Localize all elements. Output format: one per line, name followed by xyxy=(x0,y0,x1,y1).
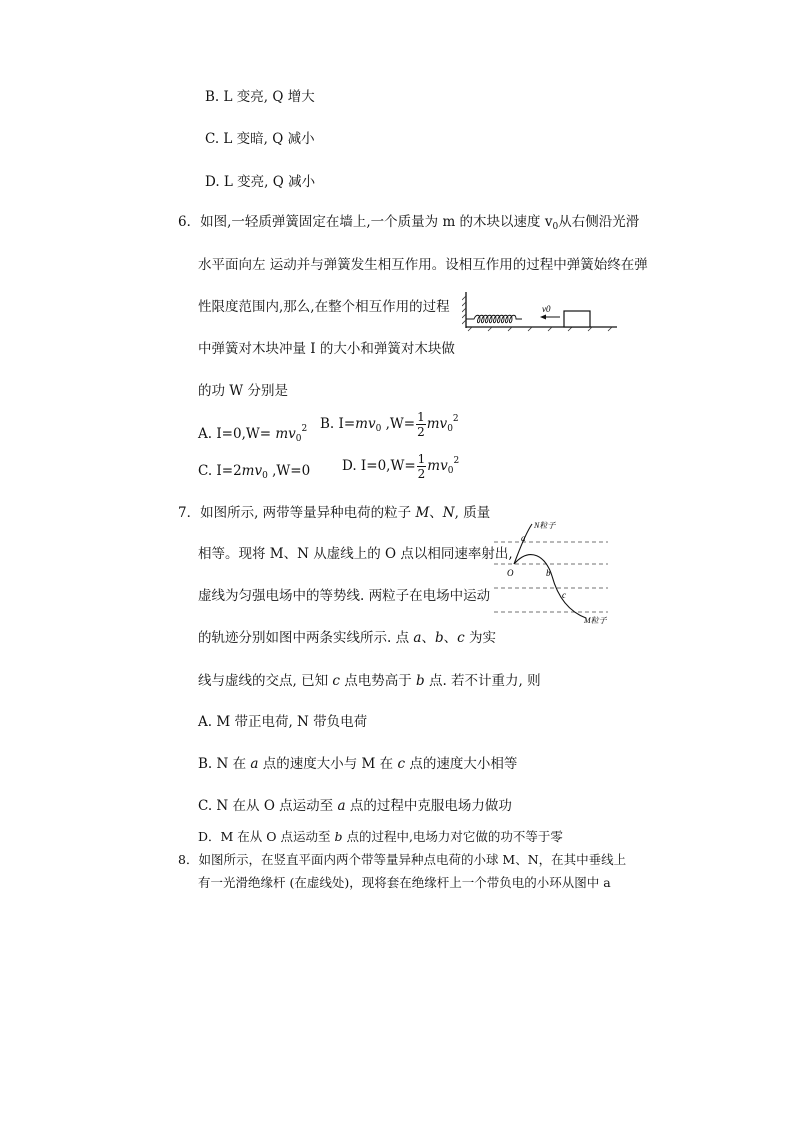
q7-option-b-2: 点的速度大小与 M 在 xyxy=(258,756,398,772)
q7-option-c xyxy=(198,797,512,815)
q7-option-c-2: 点的过程中克服电场力做功 xyxy=(345,798,512,814)
n-particle-trajectory xyxy=(514,524,532,564)
q6-option-a-text: A. I=0,W= xyxy=(198,426,276,442)
point-a-label: a xyxy=(521,533,526,543)
q6-option-c xyxy=(198,462,310,485)
q7-line1-M: M xyxy=(415,505,430,521)
q6-stem-line5: 的功 W 分别是 xyxy=(198,383,288,399)
frac-den: 2 xyxy=(417,467,426,481)
q7-line1-N: N xyxy=(442,505,455,521)
velocity-arrow-icon xyxy=(540,315,546,320)
n-particle-label: N粒子 xyxy=(534,521,556,530)
q6-option-a-sup: 2 xyxy=(301,424,308,434)
q6-option-b-sub2: 0 xyxy=(447,424,453,434)
q7-line5-b: 点电势高于 xyxy=(339,673,417,689)
q7-stem-line4 xyxy=(198,629,496,647)
q8-stem-line2: 有一光滑绝缘杆 (在虚线处)，现将套在绝缘杆上一个带负电的小环从图中 a xyxy=(198,875,611,890)
q6-option-c-mv: mv xyxy=(241,463,263,479)
q7-stem-line1 xyxy=(178,504,490,522)
q7-line4-c-point: c xyxy=(457,630,465,646)
q7-line4-sep1: 、 xyxy=(421,630,435,646)
q7-line4-a: 的轨迹分别如图中两条实线所示. 点 xyxy=(198,630,414,646)
q7-option-d-2: 点的过程中,电场力对它做的功不等于零 xyxy=(342,829,563,844)
spring-coil xyxy=(466,315,522,323)
q6-stem-line1-a: 6．如图,一轻质弹簧固定在墙上,一个质量为 m 的木块以速度 v xyxy=(178,214,553,230)
q6-stem-line3: 性限度范围内,那么,在整个相互作用的过程 xyxy=(198,299,450,315)
q6-option-a-mv: mv xyxy=(275,426,296,442)
q6-stem-line4: 中弹簧对木块冲量 I 的大小和弹簧对木块做 xyxy=(198,341,455,357)
frac-num: 1 xyxy=(417,410,425,424)
q6-v0-subscript: 0 xyxy=(552,222,559,232)
q6-option-c-sub: 0 xyxy=(262,471,268,481)
m-particle-label: M粒子 xyxy=(584,616,607,625)
q7-option-d-1: D．M 在从 O 点运动至 xyxy=(198,829,335,844)
q7-option-d-b: b xyxy=(334,829,343,844)
q6-option-b-mv: mv xyxy=(355,416,376,432)
q7-line4-b-point: b xyxy=(434,630,444,646)
q7-line4-sep2: 、 xyxy=(443,630,458,646)
q7-line1-sep: 、 xyxy=(429,505,443,521)
q6-option-a-sub: 0 xyxy=(295,434,302,444)
wood-block xyxy=(564,311,590,327)
q7-option-b-1: B. N 在 xyxy=(198,756,251,772)
q5-option-d: D. L 变亮, Q 减小 xyxy=(205,174,316,190)
q6-option-d-mv: mv xyxy=(427,458,448,474)
q7-line1-a: 7．如图所示, 两带等量异种电荷的粒子 xyxy=(178,505,416,521)
point-o-label: O xyxy=(507,568,514,578)
q7-option-d xyxy=(198,828,563,846)
q5-option-b: B. L 变亮, Q 增大 xyxy=(205,89,315,105)
frac-den: 2 xyxy=(417,425,425,439)
q6-option-d-sub: 0 xyxy=(447,466,454,476)
q6-option-d-fraction xyxy=(417,452,427,481)
q6-option-d-sup: 2 xyxy=(453,456,460,466)
point-c-label: c xyxy=(562,590,566,600)
q7-line4-b: 为实 xyxy=(464,630,496,646)
q5-option-c: C. L 变暗, Q 减小 xyxy=(205,131,315,147)
q7-line1-b: , 质量 xyxy=(454,505,491,521)
q7-line5-c-text: 点. 若不计重力, 则 xyxy=(424,673,541,689)
q6-stem-line1 xyxy=(178,213,639,236)
q7-field-trajectory-figure xyxy=(490,518,610,632)
frac-num: 1 xyxy=(417,452,426,466)
q6-option-b-mid: ,W= xyxy=(381,416,416,432)
q7-option-b-3: 点的速度大小相等 xyxy=(405,756,518,772)
q6-option-b-text: B. I= xyxy=(320,416,356,432)
q6-stem-line1-b: 从右侧沿光滑 xyxy=(558,214,640,230)
q7-option-c-a: a xyxy=(337,798,346,814)
q8-stem-line1: 8．如图所示，在竖直平面内两个带等量异种点电荷的小球 M、N，在其中垂线上 xyxy=(178,852,627,867)
q6-option-c-post: ,W=0 xyxy=(267,463,311,479)
q7-stem-line3: 虚线为匀强电场中的等势线. 两粒子在电场中运动 xyxy=(198,588,491,604)
q7-option-a: A. M 带正电荷, N 带负电荷 xyxy=(198,714,368,730)
q7-line4-a-point: a xyxy=(413,630,422,646)
q7-line5-c: c xyxy=(332,673,340,689)
q6-stem-line2: 水平面向左 运动并与弹簧发生相互作用。设相互作用的过程中弹簧始终在弹 xyxy=(198,257,648,273)
q6-option-c-text: C. I=2 xyxy=(198,463,242,479)
q7-option-c-1: C. N 在从 O 点运动至 xyxy=(198,798,338,814)
point-b-label: b xyxy=(546,568,551,578)
q6-option-b-sup: 2 xyxy=(452,414,459,424)
q7-stem-line5 xyxy=(198,672,541,690)
q6-figure-v0-label: v0 xyxy=(542,304,551,314)
q7-line5-a: 线与虚线的交点, 已知 xyxy=(198,673,333,689)
q7-option-b-c: c xyxy=(397,756,406,772)
q6-spring-block-figure xyxy=(462,290,620,332)
q6-option-b-sub: 0 xyxy=(375,424,382,434)
q6-option-a xyxy=(198,420,307,448)
q6-option-b-mv2: mv xyxy=(426,416,448,432)
q7-option-b-a: a xyxy=(250,756,259,772)
q7-option-b xyxy=(198,755,517,773)
q7-line5-b-point: b xyxy=(416,673,425,689)
q6-option-d xyxy=(342,452,459,481)
q6-option-b-fraction xyxy=(416,410,426,439)
q7-stem-line2: 相等。现将 M、N 从虚线上的 O 点以相同速率射出, xyxy=(198,546,513,562)
q6-option-b xyxy=(320,410,459,439)
q6-option-d-text: D. I=0,W= xyxy=(342,458,416,474)
